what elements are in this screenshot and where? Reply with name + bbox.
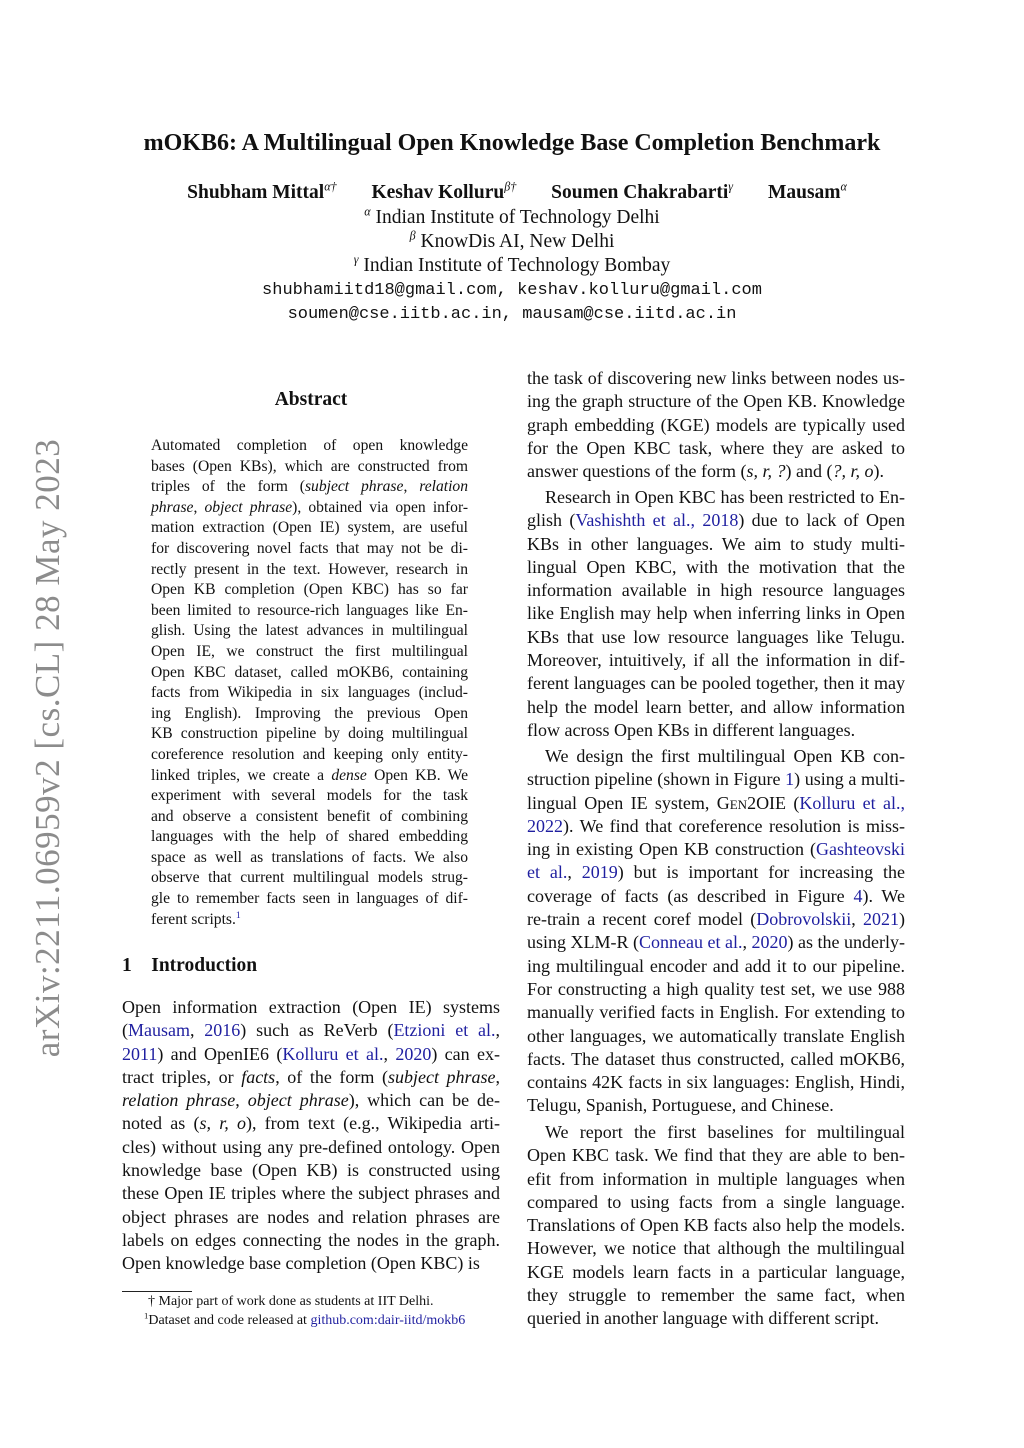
text-run: ), from text (e.g., Wikipedia arti- (245, 1113, 500, 1134)
text-run: ) and ( (785, 461, 833, 482)
author-name: Keshav Kolluru (371, 182, 505, 203)
text-line (527, 1191, 905, 1214)
text-run: observe that current multilingual models strug- (151, 869, 468, 887)
text-line (151, 827, 468, 848)
author-name: Soumen Chakrabarti (551, 182, 729, 203)
text-run: queried in another language with different script. (527, 1308, 880, 1329)
text-run: ) but is important for increasing the (617, 862, 906, 883)
footnote-text: Major part of work done as students at IIT Delhi. (155, 1294, 434, 1309)
affiliation-name: Indian Institute of Technology Delhi (370, 207, 660, 228)
text-run: Moreover, intuitively, if all the information in dif- (527, 650, 905, 671)
affiliation-name: KnowDis AI, New Delhi (415, 231, 615, 252)
text-run: Open KBC dataset, called mOKB6, containing (151, 663, 468, 681)
text-run: For constructing a high quality test set, we use 988 (527, 978, 905, 999)
text-line (527, 1001, 905, 1024)
citation-link[interactable]: Gashteovski (816, 839, 905, 860)
text-run: linked triples, we create a (151, 766, 332, 784)
text-run: ) due to lack of Open (738, 510, 905, 531)
text-run: , (193, 498, 205, 516)
text-run: flow across Open KBs in different languages. (527, 719, 856, 740)
text-run: ). (873, 461, 884, 482)
text-run: We design the first multilingual Open KB con- (545, 746, 905, 766)
text-run: triples of the form ( (151, 478, 305, 496)
text-run: the task of discovering new links between nodes us- (527, 368, 905, 388)
text-line (151, 766, 468, 787)
text-run: ( (122, 1020, 128, 1041)
affiliation-name: Indian Institute of Technology Bombay (358, 255, 671, 276)
text-line (527, 602, 905, 625)
text-line (151, 745, 468, 766)
text-run: KBs in other languages. We aim to study multi- (527, 533, 905, 554)
text-line (527, 1307, 905, 1330)
dataset-link[interactable]: github.com:dair-iitd/mokb6 (310, 1313, 466, 1328)
citation-link[interactable]: 2020 (395, 1043, 432, 1064)
text-line (151, 642, 468, 663)
math-text: ?, r, o (832, 461, 874, 482)
section-heading-introduction: 1 Introduction (122, 955, 258, 976)
citation-link[interactable]: Kolluru et al., (799, 792, 905, 813)
text-run: facts. The dataset thus constructed, called mOKB6, (527, 1048, 905, 1069)
citation-link[interactable]: et al. (527, 862, 568, 883)
text-line (527, 955, 905, 978)
author (371, 179, 517, 203)
paper-title: mOKB6: A Multilingual Open Knowledge Base Completion Benchmark (143, 130, 881, 156)
author-mark: β† (504, 179, 517, 194)
text-line (527, 1237, 905, 1260)
citation-link[interactable]: 4 (853, 885, 863, 906)
text-line (527, 978, 905, 1001)
text-line (122, 1229, 500, 1252)
text-line (122, 1112, 500, 1135)
citation-link[interactable]: Mausam (128, 1020, 190, 1041)
author-mark: γ (728, 179, 734, 194)
text-run: ) such as ReVerb ( (240, 1020, 394, 1041)
affiliation-mark: β (409, 228, 416, 243)
text-run: ) as the underly- (787, 932, 905, 953)
text-line (151, 457, 468, 478)
text-line (527, 768, 905, 791)
text-line (527, 437, 905, 460)
arxiv-stamp: arXiv:2211.06959v2 [cs.CL] 28 May 2023 (28, 438, 67, 1058)
author-mark: α (840, 179, 847, 194)
text-run: Telugu, Spanish, Portuguese, and Chinese. (527, 1095, 834, 1116)
text-run: , (403, 478, 420, 496)
text-run: rectly present in the text. However, research in (151, 560, 468, 578)
text-line (151, 518, 468, 539)
text-line (527, 486, 905, 509)
text-line (527, 1025, 905, 1048)
text-run: Automated completion of open knowledge (151, 437, 468, 454)
text-run: using XLM-R ( (527, 932, 640, 953)
text-line (151, 807, 468, 828)
text-run: , (383, 1043, 396, 1064)
text-run: knowledge base (Open KB) is constructed using (122, 1160, 500, 1181)
text-run: object phrases are nodes and relation phrases are (122, 1206, 500, 1227)
citation-link[interactable]: Vashishth et al., 2018 (575, 510, 739, 531)
text-run: ing multilingual encoder and add it to our pipeline. (527, 955, 905, 976)
citation-link[interactable]: 1 (785, 769, 795, 790)
text-run: these Open IE triples where the subject phrases and (122, 1183, 500, 1204)
text-line (527, 390, 905, 413)
text-line (122, 996, 500, 1019)
text-run: ferent languages can be pooled together, then it may (527, 673, 905, 694)
text-run: languages with the help of shared embedding (151, 828, 468, 846)
footnote-mark: 1 (144, 1310, 149, 1321)
text-line (527, 815, 905, 838)
author-name: Shubham Mittal (187, 182, 325, 203)
text-run: ) can ex- (431, 1043, 500, 1064)
text-line (527, 460, 905, 483)
affiliation (0, 204, 1024, 229)
text-run: noted as ( (122, 1113, 200, 1134)
text-run: Open KB. We (366, 766, 469, 784)
text-line (151, 868, 468, 889)
text-line (151, 848, 468, 869)
emphasis-text: dense (331, 766, 367, 784)
citation-link[interactable]: 2016 (204, 1020, 241, 1041)
text-line (151, 786, 468, 807)
text-run: KBs that use low resource languages like Telugu. (527, 626, 905, 647)
body-paragraph (527, 1121, 905, 1331)
text-run: Translations of Open KB facts also help the models. (527, 1215, 905, 1236)
emphasis-text: relation (419, 478, 469, 496)
text-run: cles) without using any pre-defined ontology. Open (122, 1136, 500, 1157)
text-line (151, 704, 468, 725)
text-line (151, 580, 468, 601)
body-paragraph (527, 745, 905, 1118)
text-line (151, 724, 468, 745)
text-run: help the model learn better, and allow information (527, 696, 905, 717)
text-run: gle to remember facts seen in languages of dif- (151, 890, 468, 908)
text-run: ing in existing Open KB construction ( (527, 839, 816, 860)
text-run: , (851, 909, 864, 930)
emphasis-text: subject phrase (387, 1066, 496, 1087)
text-run: , (235, 1090, 248, 1111)
text-line (527, 1144, 905, 1167)
math-text: s, r, o (199, 1113, 246, 1134)
text-line (151, 498, 468, 519)
text-run: Open IE, we construct the first multilingual (151, 642, 468, 660)
text-line (527, 414, 905, 437)
text-line (527, 533, 905, 556)
author (551, 179, 734, 203)
text-run: , (567, 862, 582, 883)
text-run: , (495, 1020, 500, 1041)
text-run: they struggle to remember the same fact, when (527, 1285, 905, 1306)
footnote-text: Dataset and code released at (148, 1313, 311, 1328)
text-line (527, 1261, 905, 1284)
text-run: lingual Open KBC, with the motivation that the (527, 556, 905, 577)
text-line (122, 1182, 500, 1205)
affiliation (0, 228, 1024, 253)
text-run: compared to using facts from a single language. (527, 1191, 905, 1212)
text-run: information available in high resource languages (527, 580, 905, 601)
text-run: KGE models learn facts in a particular language, (527, 1261, 905, 1282)
citation-link[interactable]: 2022 (527, 815, 563, 836)
text-line (527, 838, 905, 861)
footnote-dagger (122, 1294, 538, 1310)
text-line (527, 1094, 905, 1117)
text-run: ) and OpenIE6 ( (157, 1043, 283, 1064)
text-line (527, 1214, 905, 1237)
text-line (122, 1019, 500, 1042)
citation-link[interactable]: 2021 (863, 909, 900, 930)
text-run: graph embedding (KGE) models are typically used (527, 414, 905, 435)
text-line (151, 683, 468, 704)
emphasis-text: relation phrase (122, 1090, 236, 1111)
emphasis-text: facts (241, 1066, 276, 1087)
text-line (527, 556, 905, 579)
text-run: other languages, we automatically translate English (527, 1025, 905, 1046)
text-run: contains 42K facts in six languages: English, Hindi, (527, 1072, 905, 1093)
text-run: ing English). Improving the previous Open (151, 704, 468, 722)
text-line (527, 626, 905, 649)
text-line (527, 719, 905, 742)
text-run: coverage of facts (as described in Figure (527, 885, 854, 906)
text-line (527, 792, 905, 815)
emphasis-text: object phrase (247, 1090, 349, 1111)
text-run: ing the graph structure of the Open KB. Knowledge (527, 391, 905, 412)
citation-link[interactable]: Conneau et al. (639, 932, 743, 953)
text-line (122, 1252, 500, 1275)
author-emails: shubhamiitd18@gmail.com, keshav.kolluru@gmail.com (262, 281, 762, 300)
text-run: glish ( (527, 510, 576, 531)
text-line (122, 1136, 500, 1159)
text-run: , (495, 1066, 501, 1087)
text-line (527, 1048, 905, 1071)
math-text: s, r, ? (746, 461, 786, 482)
text-line (151, 539, 468, 560)
citation-link[interactable]: Dobrovolskii (756, 909, 852, 930)
text-run: bases (Open KBs), which are constructed from (151, 457, 468, 475)
text-line (527, 861, 905, 884)
text-line (151, 889, 468, 910)
footnote-rule (122, 1291, 192, 1292)
text-run: re-train a recent coref model ( (527, 909, 757, 930)
text-run: answer questions of the form ( (527, 461, 747, 482)
text-run: ( (786, 792, 800, 813)
text-run: , (742, 932, 752, 953)
citation-link[interactable]: Kolluru et al. (282, 1043, 384, 1064)
citation-link[interactable]: 2019 (581, 862, 618, 883)
text-run: ). We find that coreference resolution is miss- (563, 815, 905, 836)
text-line (151, 621, 468, 642)
footnote-mark: † (148, 1294, 155, 1309)
text-line (151, 663, 468, 684)
body-paragraph (527, 486, 905, 742)
text-run: efit from information in multiple languages when (527, 1168, 905, 1189)
text-run: Open information extraction (Open IE) systems (122, 997, 500, 1017)
text-run: like English may help when inferring links in Open (527, 603, 905, 624)
text-run: manually verified facts in English. For extending to (527, 1002, 905, 1023)
text-run: , (190, 1020, 205, 1041)
text-line (122, 1089, 500, 1112)
author (187, 179, 337, 203)
emphasis-text: object phrase (204, 498, 293, 516)
text-line (527, 745, 905, 768)
text-line (527, 885, 905, 908)
text-run: for discovering novel facts that may not be di- (151, 539, 468, 557)
text-run: We report the first baselines for multilingual (545, 1122, 905, 1142)
author-emails: soumen@cse.iitb.ac.in, mausam@cse.iitd.ac.in (287, 305, 737, 324)
text-line (527, 931, 905, 954)
text-line (527, 367, 905, 390)
text-run: ). We (862, 885, 905, 906)
text-run: tract triples, or (122, 1066, 242, 1087)
text-run: mation extraction (Open IE) system, are useful (151, 519, 468, 537)
text-run: ferent scripts. (151, 910, 236, 928)
emphasis-text: subject phrase (304, 478, 404, 496)
text-run: , of the form ( (275, 1066, 388, 1087)
author-mark: α† (324, 179, 337, 194)
text-line (122, 1206, 500, 1229)
text-run: Open KBC task. We find that they are able to ben- (527, 1145, 905, 1166)
text-run: ), which can be de- (348, 1090, 501, 1111)
text-line (527, 579, 905, 602)
citation-link[interactable]: 2011 (122, 1043, 158, 1064)
system-name: Gen2OIE (716, 792, 787, 813)
text-run: struction pipeline (shown in Figure (527, 769, 786, 790)
text-line (527, 649, 905, 672)
text-line (527, 672, 905, 695)
text-run: been limited to resource-rich languages like En- (151, 601, 468, 619)
text-run: Open KB completion (Open KBC) has so far (151, 581, 468, 599)
text-line (151, 601, 468, 622)
citation-link[interactable]: 2020 (751, 932, 788, 953)
text-run: experiment with several models for the task (151, 787, 468, 805)
text-run: glish. Using the latest advances in multilingual (151, 622, 468, 640)
text-run: facts from Wikipedia in six languages (includ- (151, 684, 468, 702)
text-run: Open knowledge base completion (Open KBC) is (122, 1253, 480, 1274)
text-line (527, 908, 905, 931)
text-run: lingual Open IE system, (527, 792, 717, 813)
text-line (527, 509, 905, 532)
text-line (527, 696, 905, 719)
text-run: However, we notice that although the multilingual (527, 1238, 905, 1259)
abstract-text (151, 436, 468, 930)
text-line (151, 910, 468, 931)
text-line (527, 1284, 905, 1307)
abstract-heading: Abstract (274, 389, 348, 410)
text-run: KB construction pipeline by doing multilingual (151, 725, 468, 743)
text-line (122, 1159, 500, 1182)
author (767, 179, 847, 203)
text-run: ), obtained via open infor- (292, 498, 469, 516)
text-line (122, 1066, 500, 1089)
text-run: space as well as translations of facts. We also (151, 848, 468, 866)
text-run: and observe a consistent benefit of combining (151, 807, 468, 825)
footnote-ref-link[interactable]: 1 (235, 909, 241, 921)
body-paragraph (527, 367, 905, 483)
text-run: ) using a multi- (794, 769, 905, 790)
citation-link[interactable]: Etzioni et al. (393, 1020, 496, 1041)
text-line (151, 436, 468, 457)
text-run: ) (899, 909, 906, 930)
footnote-1 (122, 1310, 534, 1329)
text-run: Research in Open KBC has been restricted to En- (545, 487, 905, 507)
text-line (151, 560, 468, 581)
author-name: Mausam (767, 182, 841, 203)
text-run: for the Open KBC task, where they are asked to (527, 437, 905, 458)
affiliation (0, 252, 1024, 277)
affiliation-mark: α (364, 204, 371, 219)
text-line (151, 477, 468, 498)
text-line (527, 1071, 905, 1094)
text-line (527, 1121, 905, 1144)
text-line (527, 1168, 905, 1191)
text-run: coreference resolution and keeping only entity- (151, 745, 468, 763)
intro-paragraph (122, 996, 500, 1276)
text-line (122, 1043, 500, 1066)
author-list (0, 179, 1024, 204)
emphasis-text: phrase (151, 498, 194, 516)
affiliation-mark: γ (353, 252, 359, 267)
text-run: labels on edges connecting the nodes in the graph. (122, 1229, 500, 1250)
